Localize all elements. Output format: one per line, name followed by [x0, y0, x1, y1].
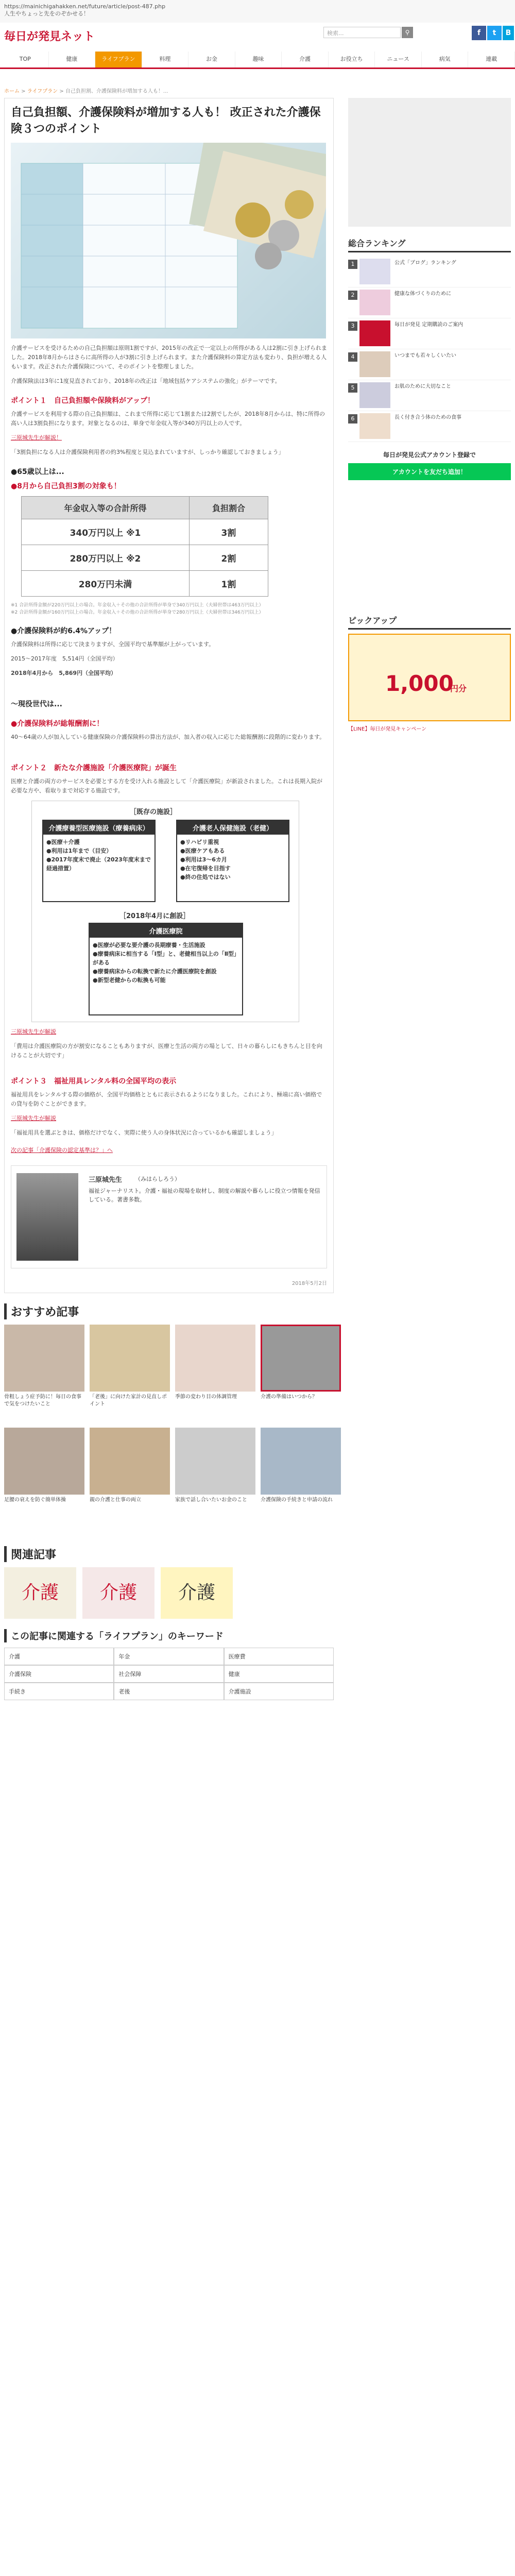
nav-item-health[interactable]: 健康: [49, 52, 96, 67]
diagram-bottom-head: 介護医療院: [90, 924, 242, 938]
point2-sub-body: 「費用は介護医療院の方が割安になることもありますが、医療と生活の両方の場として、日々の暮らしにもきちんと目を向けることが大切です」: [11, 1043, 322, 1059]
browser-bar: [0, 0, 515, 23]
related-item[interactable]: 介護: [4, 1567, 76, 1619]
table-header: 年金収入等の合計所得: [22, 497, 190, 519]
diagram-box-bottom: [89, 923, 243, 1015]
recommend-image: [175, 1428, 255, 1495]
related-item[interactable]: 介護: [82, 1567, 154, 1619]
line-add-button[interactable]: アカウントを友だち追加！: [348, 463, 511, 480]
diagram-item: ●医療が必要な要介護の長期療養・生活施設: [93, 942, 205, 948]
pickup-unit: 円分: [450, 684, 467, 693]
ranking-item[interactable]: 4 いつまでも若々しくいたい: [348, 349, 511, 380]
point3-sub-body: 「福祉用具を選ぶときは、価格だけでなく、実際に使う人の身体状況に合っているかも確認しましょう」: [11, 1129, 277, 1136]
diagram-item: ●利用は3〜6カ月: [180, 856, 227, 863]
keyword-link[interactable]: 介護施設: [224, 1683, 334, 1700]
table-row: [22, 519, 268, 545]
diagram-right-head: 介護老人保健施設（老健）: [177, 821, 288, 835]
recommend-card[interactable]: 骨粗しょう症予防に！毎日の食事で気をつけたいこと: [4, 1325, 84, 1422]
diagram-item: ●利用は1年まで（目安）: [46, 848, 112, 854]
point2-heading: ポイント２ 新たな介護施設「介護医療院」が誕生: [11, 764, 177, 772]
recommend-card[interactable]: 親の介護と仕事の両立: [90, 1428, 170, 1526]
breadcrumb-home[interactable]: ホーム: [4, 89, 20, 94]
premium-2018: 2018年4月から 5,869円（全国平均）: [11, 670, 117, 676]
recommend-image: [90, 1325, 170, 1392]
diagram-box-left: [42, 820, 156, 902]
intro-text-2: 介護保険法は3年に1度見直されており、2018年の改正は「地域包括ケアシステムの強化」がテーマです。: [11, 378, 281, 384]
twitter-icon[interactable]: t: [487, 26, 502, 40]
table-note: ※1 合計所得金額が220万円以上の場合。年金収入＋その他の合計所得が単身で340万円以上（夫婦世帯は463万円以上）: [11, 603, 264, 608]
pickup-amount: 1,000: [385, 671, 454, 696]
recommend-image: [261, 1428, 341, 1495]
ranking-heading: 総合ランキング: [348, 237, 511, 252]
ranking-item[interactable]: 2 健康な体づくりのために: [348, 287, 511, 318]
recommend-image: [4, 1428, 84, 1495]
diagram-item: ●新型老健からの転換も可能: [93, 977, 166, 984]
nav-item-news[interactable]: ニュース: [375, 52, 422, 67]
keyword-link[interactable]: 医療費: [224, 1648, 334, 1665]
diagram-item: ●医療＋介護: [46, 839, 80, 845]
table-header: 負担割合: [189, 497, 268, 519]
nav-item-hobby[interactable]: 趣味: [235, 52, 282, 67]
search-icon[interactable]: ⚲: [402, 27, 413, 38]
ranking-item[interactable]: 3 毎日が発見 定期購読のご案内: [348, 318, 511, 349]
keyword-grid: [4, 1648, 334, 1700]
nav-item-care[interactable]: 介護: [282, 52, 329, 67]
recommend-image: [4, 1325, 84, 1392]
recommend-card[interactable]: 季節の変わり目の体調管理: [175, 1325, 255, 1422]
author-name-reading: （みはらしろう）: [135, 1176, 180, 1182]
article-date: 2018年5月2日: [291, 1281, 327, 1286]
recommend-card[interactable]: 足腰の衰えを防ぐ簡単体操: [4, 1428, 84, 1526]
point1-sub-body: 「3割負担になる人は介護保険利用者の約3%程度と見込まれていますが、しっかり確認しておきましょう」: [11, 449, 284, 455]
sidebar-ad[interactable]: [348, 98, 511, 227]
table-row: [22, 571, 268, 597]
keyword-link[interactable]: 介護: [4, 1648, 114, 1665]
nav-item-useful[interactable]: お役立ち: [329, 52, 375, 67]
ranking-item[interactable]: 5 お肌のために大切なこと: [348, 380, 511, 411]
diagram-box-right: [176, 820, 289, 902]
point1-body: 介護サービスを利用する際の自己負担額は、これまで所得に応じて1割または2割でしたが、2018年8月からは、特に所得の高い人は3割負担になります。対象となるのは、単身で年金収入等が340万円以上の人です。: [11, 411, 325, 427]
global-nav: [0, 52, 515, 69]
diagram-item: ●終の住処ではない: [180, 874, 231, 880]
table-cell: 280万円未満: [22, 571, 190, 597]
intro-text: 介護サービスを受けるための自己負担額は原則1割ですが、2015年の改正で一定以上の所得がある人は2割に引き上げられました。2018年8月からはさらに高所得の人が3割に引き上げられます。また介護保険料の算定方法も変わり、負担が増える人もいます。改正された介護保険について、そのポイントを整理しました。: [11, 345, 327, 370]
point2-sub-heading: 三原城先生が解説: [11, 1028, 56, 1035]
premium-2015: 2015〜2017年度 5,514円（全国平均）: [11, 655, 118, 662]
table-row: [22, 545, 268, 571]
recommend-card[interactable]: 介護保険の手続きと申請の流れ: [261, 1428, 341, 1526]
nav-item-lifeplan[interactable]: ライフプラン: [95, 52, 142, 67]
author-box: [11, 1165, 327, 1268]
table-cell: 1割: [189, 571, 268, 597]
point1-sub-heading: 三原城先生が解説！: [11, 434, 62, 441]
point3-body: 福祉用具をレンタルする際の価格が、全国平均価格とともに表示されるようになりました。これにより、極端に高い価格での貸与を防ぐことができます。: [11, 1091, 322, 1107]
article-title: 自己負担額、介護保険料が増加する人も！ 改正された介護保険３つのポイント: [11, 106, 321, 135]
related-item[interactable]: 介護: [161, 1567, 233, 1619]
keyword-link[interactable]: 健康: [224, 1665, 334, 1683]
diagram-item: ●2017年度末で廃止（2023年度末まで経過措置）: [46, 856, 151, 872]
keyword-link[interactable]: 社会保障: [114, 1665, 224, 1683]
keyword-heading: この記事に関連する「ライフプラン」のキーワード: [4, 1629, 334, 1642]
keyword-link[interactable]: 年金: [114, 1648, 224, 1665]
diagram-left-head: 介護療養型医療施設（療養病床）: [43, 821, 154, 835]
next-article-link[interactable]: 次の記事「介護保険の認定基準は？」へ: [11, 1147, 113, 1154]
point2-body: 医療と介護の両方のサービスを必要とする方を受け入れる施設として「介護医療院」が新設されました。これは長期入院が必要な方や、看取りまで対応する施設です。: [11, 778, 322, 794]
sidebar: [348, 98, 511, 732]
current-body: 40〜64歳の人が加入している健康保険の介護保険料の算出方法が、加入者の収入に応じた総報酬割に段階的に変わります。: [11, 734, 325, 740]
table-cell: 340万円以上 ※1: [22, 519, 190, 545]
ranking-item[interactable]: 6 長く付き合う体のための食事: [348, 411, 511, 442]
money-documents-illustration: [11, 143, 326, 338]
recommend-card[interactable]: 介護の準備はいつから？: [261, 1325, 341, 1422]
point1-heading: ポイント１ 自己負担額や保険料がアップ！: [11, 397, 155, 405]
diagram-item: ●療養病床からの転換で新たに介護医療院を創設: [93, 968, 217, 975]
diagram-mid-label: ［2018年4月に創設］: [119, 912, 190, 920]
current-heading: 〜現役世代は...: [11, 700, 62, 708]
pickup-heading: ピックアップ: [348, 614, 511, 630]
nav-item-series[interactable]: 連載: [468, 52, 515, 67]
recommend-image: [261, 1325, 341, 1392]
nav-item-top[interactable]: TOP: [2, 52, 49, 67]
breadcrumb-current: 自己負担割、介護保険料が増加する人も！...: [65, 89, 168, 94]
facebook-icon[interactable]: f: [472, 26, 486, 40]
breadcrumb: ホーム > ライフプラン > 自己負担割、介護保険料が増加する人も！...: [4, 89, 168, 94]
site-logo[interactable]: 毎日が発見ネット: [4, 30, 95, 43]
url-text: https://mainichigahakken.net/future/article/post-487.php: [4, 3, 166, 10]
pickup-caption[interactable]: 【LINE】毎日が発見キャンペーン: [348, 726, 427, 732]
point3-heading: ポイント３ 福祉用具レンタル料の全国平均の表示: [11, 1077, 177, 1086]
premium-body: 介護保険料は所得に応じて決まりますが、全国平均で基準額が上がっています。: [11, 641, 215, 648]
keyword-link[interactable]: 老後: [114, 1683, 224, 1700]
diagram-top-label: ［既存の施設］: [130, 808, 177, 816]
diagram-item: ●療養病床に相当する「Ⅰ型」と、老健相当以上の「Ⅱ型」がある: [93, 951, 237, 966]
related-list: [4, 1567, 334, 1619]
author-photo: [16, 1173, 78, 1261]
table-cell: 280万円以上 ※2: [22, 545, 190, 571]
recommend-card[interactable]: 家族で話し合いたいお金のこと: [175, 1428, 255, 1526]
age65-heading: ●65歳以上は...: [11, 468, 64, 476]
hero-image: [11, 143, 326, 338]
keyword-link[interactable]: 介護保険: [4, 1665, 114, 1683]
facility-diagram: [31, 801, 299, 1022]
line-banner-text: 毎日が発見公式アカウント登録で: [383, 451, 476, 459]
diagram-item: ●在宅復帰を目指す: [180, 865, 231, 872]
point3-sub-heading: 三原城先生が解説: [11, 1115, 56, 1122]
tagline: 人生やちょっと先をのぞかせる！: [4, 10, 89, 17]
main-column: [4, 98, 334, 1700]
nav-item-money[interactable]: お金: [188, 52, 235, 67]
premium-heading: ●介護保険料が約6.4%アップ！: [11, 627, 116, 635]
article: [4, 98, 334, 1293]
diagram-item: ●医療ケアもある: [180, 848, 225, 854]
current-red-heading: ●介護保険料が総報酬割に！: [11, 720, 104, 728]
recommend-image: [175, 1325, 255, 1392]
hatena-icon[interactable]: B: [503, 26, 514, 40]
search-input[interactable]: 検索...: [323, 27, 401, 38]
table-note: ※2 合計所得金額が160万円以上の場合。年金収入＋その他の合計所得が単身で280万円以上（夫婦世帯は346万円以上）: [11, 610, 264, 615]
diagram-item: ●リハビリ重視: [180, 839, 219, 845]
three-tier-heading: ●8月から自己負担3割の対象も！: [11, 482, 121, 490]
nav-item-cooking[interactable]: 料理: [142, 52, 189, 67]
breadcrumb-lifeplan[interactable]: ライフプラン: [27, 89, 58, 94]
recommend-grid: [4, 1325, 334, 1526]
author-bio: 福祉ジャーナリスト。介護・福祉の現場を取材し、制度の解説や暮らしに役立つ情報を発信している。著書多数。: [89, 1188, 320, 1203]
table-cell: 3割: [189, 519, 268, 545]
burden-table: [21, 496, 268, 597]
recommend-image: [90, 1428, 170, 1495]
pickup-banner[interactable]: [348, 634, 511, 721]
recommend-card[interactable]: 「老後」に向けた家計の見直しポイント: [90, 1325, 170, 1422]
keyword-link[interactable]: 手続き: [4, 1683, 114, 1700]
nav-item-illness[interactable]: 病気: [422, 52, 469, 67]
ranking-item[interactable]: 1 公式「ブログ」ランキング: [348, 257, 511, 287]
table-cell: 2割: [189, 545, 268, 571]
related-heading: 関連記事: [4, 1546, 334, 1562]
recommend-heading: おすすめ記事: [4, 1303, 334, 1319]
author-name: 三原城先生: [89, 1176, 123, 1184]
